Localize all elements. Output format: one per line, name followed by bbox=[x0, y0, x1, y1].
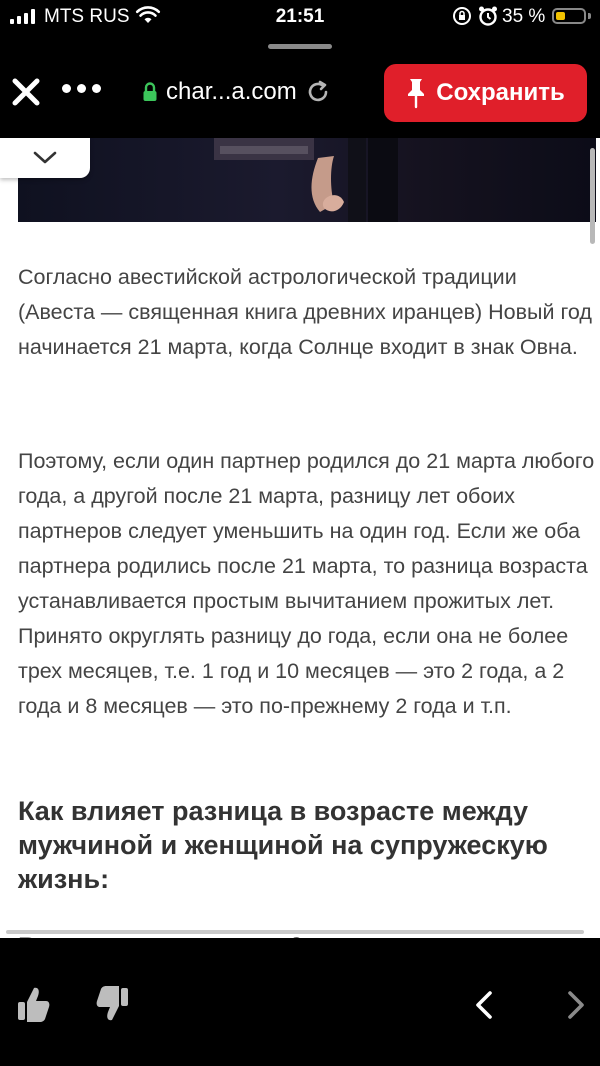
sheet-grabber[interactable] bbox=[268, 44, 332, 49]
lock-icon bbox=[142, 81, 158, 103]
web-page-content[interactable] bbox=[0, 138, 600, 938]
back-icon[interactable] bbox=[472, 990, 496, 1020]
battery-percent: 35 % bbox=[502, 6, 546, 27]
article-image bbox=[18, 138, 596, 222]
battery-level-fill bbox=[556, 12, 565, 20]
more-icon-dot bbox=[92, 84, 101, 93]
article-image-art bbox=[18, 138, 596, 222]
battery-tip bbox=[588, 13, 591, 19]
collapse-button[interactable] bbox=[0, 138, 90, 178]
browser-toolbar bbox=[0, 56, 600, 136]
article-paragraph: Поэтому, если один партнер родился до 21 марта любого года, а другой после 21 марта, разницу лет обоих партнеров следует уменьшить на один год. Если же оба партнера родились после 21 марта, то разница возраста устанавливается простым вычитанием прожитых лет. Принято округлять разницу до года, если она не более трех месяцев, т.е. 1 год и 10 месяцев — это 2 года, а 2 года и 8 месяцев — это по-прежнему 2 года и т.п. bbox=[18, 449, 595, 718]
more-icon-dot bbox=[77, 84, 86, 93]
orientation-lock-icon bbox=[452, 6, 472, 26]
status-bar bbox=[0, 0, 600, 36]
clock: 21:51 bbox=[275, 6, 325, 27]
more-icon-dot bbox=[62, 84, 71, 93]
article-paragraph: Согласно авестийской астрологической традиции (Авеста — священная книга древних иранцев) Новый год начинается 21 марта, когда Солнце входит в знак Овна. bbox=[18, 265, 592, 359]
bottom-toolbar bbox=[0, 938, 600, 1066]
save-button[interactable] bbox=[384, 64, 587, 122]
forward-icon[interactable] bbox=[564, 990, 588, 1020]
save-button-label: Сохранить bbox=[436, 79, 565, 106]
close-icon bbox=[10, 76, 42, 108]
chevron-down-icon bbox=[32, 150, 58, 166]
thumbs-up-icon[interactable] bbox=[16, 984, 50, 1024]
carrier-name: MTS RUS bbox=[44, 6, 130, 27]
url-text: char...a.com bbox=[166, 78, 297, 105]
alarm-icon bbox=[478, 5, 498, 27]
section-heading: Как влияет разница в возрасте между мужчиной и женщиной на супружескую жизнь: bbox=[18, 796, 548, 894]
pin-icon bbox=[406, 77, 426, 109]
address-bar[interactable] bbox=[142, 78, 331, 106]
reload-icon[interactable] bbox=[305, 79, 331, 105]
close-button[interactable] bbox=[10, 76, 42, 108]
thumbs-down-icon[interactable] bbox=[96, 984, 130, 1024]
more-button[interactable] bbox=[62, 84, 101, 93]
vertical-scrollbar[interactable] bbox=[590, 148, 595, 244]
horizontal-scrollbar[interactable] bbox=[6, 930, 584, 934]
